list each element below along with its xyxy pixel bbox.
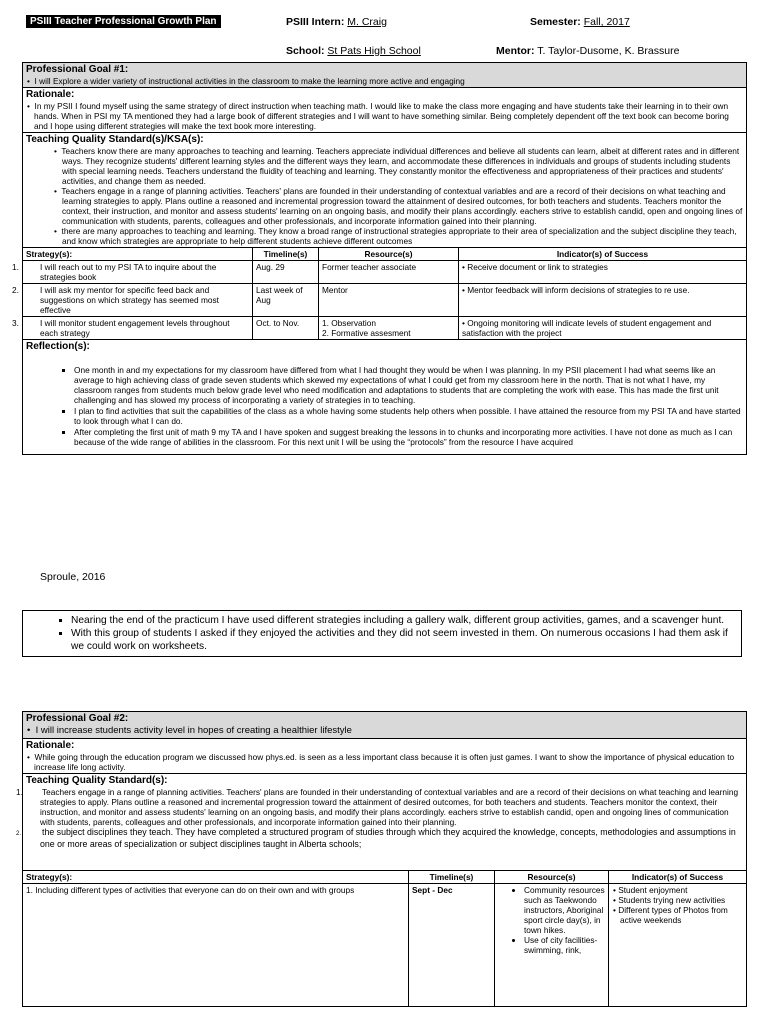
goal1-tqs-item: • Teachers engage in a range of planning activities. Teachers' plans are founded in their understanding of contextual variables and are a record of their decisions on what teaching and learning strategies to apply. Plans outline a reasoned and incremental progression toward the attainment of desired outcomes, for both teachers and students. Teachers monitor the context, their instruction, and monitor and assess students' learning on an ongoing basis, and modify their plans accordingly. eachers strive to establish candid, open and ongoing lines of communication with students, parents, colleagues and other professionals, and incorporate information gained into their planning.: [54, 186, 743, 226]
strategy-text: I will ask my mentor for specific feed back and suggestions on which strategy has seemed most effective: [40, 285, 219, 315]
table-row: [23, 261, 747, 284]
resource-list: [498, 885, 605, 955]
semester-field: [530, 16, 630, 28]
plan-title: [26, 15, 221, 27]
indicator-cell: [609, 884, 747, 1007]
indicator-text: Different types of Photos from active weekends: [618, 905, 728, 925]
followup-list: [23, 614, 741, 653]
indicator-text: Students trying new activities: [618, 895, 726, 905]
goal2-heading: Professional Goal #2:: [26, 713, 129, 724]
goal2-rationale-heading: Rationale:: [26, 740, 75, 751]
strategy-cell: 1. Including different types of activities that everyone can do on their own and with groups: [23, 884, 409, 1007]
goal2-tqs: [16, 774, 747, 871]
goal2-header: [23, 712, 747, 739]
goal2-col-indicator: Indicator(s) of Success: [609, 871, 747, 884]
semester-value: Fall, 2017: [583, 16, 630, 28]
indicator-text: Receive document or link to strategies: [467, 262, 608, 272]
goal2-tqs-text: Teachers engage in a range of planning activities. Teachers' plans are founded in their understanding of contextual variables and are a record of their decisions on what teaching and learning strategies to apply. Plans outline a reasoned and incremental progression toward the attainment of desired outcomes, for both teachers and students. Teachers monitor the context, their instruction, and monitor and assess students' learning on an ongoing basis, and modify their plans accordingly. eachers strive to establish candid, open and ongoing lines of communication with students, parents, colleagues and other professionals, and incorporate information gained into their planning.: [40, 787, 739, 827]
goal1-heading: Professional Goal #1:: [26, 64, 129, 75]
indicator-text: Student enjoyment: [618, 885, 688, 895]
goal1-tqs-item: • Teachers know there are many approaches to teaching and learning. Teachers appreciate individual differences and believe all students can learn, albeit at different rates and in different ways. They recognize students' different learning styles and the different ways they learn, and accommodate these differences in individuals and groups of students including students with special learning needs. Teachers understand the fluidity of teaching and learning. They constantly monitor the effectiveness and appropriateness of their practices and students' activities, and change them as needed.: [54, 146, 740, 186]
list-item: • Use of city facilities- swimming, rink,: [524, 935, 605, 955]
intern-label: PSIII Intern:: [286, 16, 345, 28]
goal1-col-timeline: Timeline(s): [253, 248, 319, 261]
strategy-text: I will reach out to my PSI TA to inquire about the strategies book: [40, 262, 217, 282]
table-row: [23, 317, 747, 340]
citation: Sproule, 2016: [40, 571, 106, 583]
indicator-text: Mentor feedback will inform decisions of strategies to re use.: [467, 285, 690, 295]
goal1-col-indicator: Indicator(s) of Success: [459, 248, 747, 261]
goal2-statement: • I will increase students activity level in hopes of creating a healthier lifestyle: [27, 725, 352, 736]
goal1-col-resource: Resource(s): [319, 248, 459, 261]
list-item: ▪ After completing the first unit of math 9 my TA and I have spoken and suggest breaking the lessons in to chunks and incorporating more activities. I have not done as much as I can because of the wide range of abilities in the classroom. For this next unit I will be using the “protocols” from the resource I have acquired: [74, 427, 743, 447]
goal2-col-timeline: Timeline(s): [409, 871, 495, 884]
resource-cell: Former teacher associate: [319, 261, 459, 284]
table-row: [23, 284, 747, 317]
row-number: 1.: [16, 787, 23, 797]
goal2-table: [16, 711, 747, 1007]
goal2-tqs-text: the subject disciplines they teach. They have completed a structured program of studies through which they acquired the knowledge, concepts, methodologies and assumptions in one or more areas of specialization or subject disciplines taught in Alberta schools;: [40, 827, 736, 849]
indicator-text: Ongoing monitoring will indicate levels of student engagement and satisfaction with the project: [462, 318, 712, 338]
goal2-text: I will increase students activity level in hopes of creating a healthier lifestyle: [35, 725, 352, 736]
followup-box: [22, 610, 742, 657]
intern-field: [286, 16, 387, 28]
goal1-rationale: [23, 88, 747, 133]
resource-cell: 1. Observation 2. Formative assesment: [319, 317, 459, 340]
indicator-cell: • Ongoing monitoring will indicate levels of student engagement and satisfaction with the project: [459, 317, 747, 340]
goal1-reflection-heading: Reflection(s):: [26, 341, 90, 352]
goal1-tqs-text: Teachers engage in a range of planning activities. Teachers' plans are founded in their understanding of contextual variables and are a record of their decisions on what teaching and learning strategies to apply. Plans outline a reasoned and incremental progression toward the attainment of desired outcomes, for both teachers and students. Teachers monitor the context, their instruction, and monitor and assess students' learning on an ongoing basis, and modify their plans accordingly. eachers strive to establish candid, open and ongoing lines of communication with students, parents, colleagues and other professionals, and incorporate information gained into their planning.: [61, 186, 743, 226]
list-item: • Community resources such as Taekwondo instructors, Aboriginal sport circle day(s), in town hikes.: [524, 885, 605, 935]
goal1-tqs: [23, 133, 747, 248]
goal1-tqs-text: there are many approaches to teaching and learning. They know a broad range of instructional strategies appropriate to their area of specialization and the subject discipline they teach, and know which strategies are appropriate to help different students achieve different outcomes: [61, 226, 737, 246]
goal1-table: [12, 62, 747, 455]
semester-label: Semester:: [530, 16, 581, 28]
indicator-item: • Student enjoyment: [613, 885, 688, 895]
goal1-rationale-body: In my PSII I found myself using the same strategy of direct instruction when teaching math. I would like to make the class more engaging and have students take their learning in to their own hands. When in PSI my TA mentioned they had a large book of different strategies and I will want to have something similar. Being completely dependent off the text book can become boring and I hope using different strategies will make the text book more interesting.: [34, 101, 729, 131]
goal1-header: [23, 63, 747, 88]
goal1-reflection: [23, 340, 747, 455]
goal1-rationale-heading: Rationale:: [26, 89, 75, 100]
mentor-label: Mentor:: [496, 45, 535, 57]
strategy-cell: [12, 284, 253, 317]
list-item: ▪ With this group of students I asked if they enjoyed the activities and they did not seem invested in them. On numerous occasions I had them ask if we could work on worksheets.: [71, 627, 741, 653]
row-number: 1.: [12, 262, 19, 272]
intern-value: M. Craig: [347, 16, 387, 28]
goal1-rationale-text: • In my PSII I found myself using the same strategy of direct instruction when teaching math. I would like to make the class more engaging and have students take their learning in to their own hands. When in PSI my TA mentioned they had a large book of different strategies and I will want to have something similar. Being completely dependent off the text book can become boring and I hope using different strategies will make the text book more interesting.: [27, 101, 729, 131]
indicator-cell: • Receive document or link to strategies: [459, 261, 747, 284]
indicator-item: • Students trying new activities: [613, 895, 726, 905]
goal2-col-strategy: Strategy(s):: [23, 871, 409, 884]
goal2-tqs-item: [16, 827, 743, 849]
mentor-field: [496, 45, 679, 57]
goal1-statement: • I will Explore a wider variety of instructional activities in the classroom to make the learning more active and engaging: [27, 76, 465, 86]
indicator-cell: • Mentor feedback will inform decisions of strategies to re use.: [459, 284, 747, 317]
goal1-text: I will Explore a wider variety of instructional activities in the classroom to make the learning more active and engaging: [34, 76, 465, 86]
goal1-reflection-list: [26, 365, 743, 447]
goal1-tqs-text: Teachers know there are many approaches to teaching and learning. Teachers appreciate individual differences and believe all students can learn, albeit at different rates and in different ways. They recognize students' different learning styles and the different ways they learn, and accommodate these differences in individuals and groups of students including students with special learning needs. Teachers understand the fluidity of teaching and learning. They constantly monitor the effectiveness and appropriateness of their practices and students' activities, and change them as needed.: [61, 146, 740, 186]
row-number: 2.: [16, 831, 22, 837]
strategy-cell: [12, 261, 253, 284]
goal1-tqs-item: • there are many approaches to teaching and learning. They know a broad range of instructional strategies appropriate to their area of specialization and the subject discipline they teach, and know which strategies are appropriate to help different students achieve different outcomes: [54, 226, 737, 246]
indicator-item: • Different types of Photos from active weekends: [613, 905, 728, 925]
list-item: ▪ One month in and my expectations for my classroom have differed from what I had thought they would be when I was planning. In my PSII placement I had what seems like an average to high achieving class of grade seven students which skewed my expectations of what I could get from my classroom here in the north. That is not what I have, my classroom ranges from students much below grade level who need modification and adaptations to students that are completing the work with ease. This has made the first unit challenging and has slowed my process of incorporating a variety of strategies in to teaching.: [74, 365, 743, 405]
school-field: [286, 45, 421, 57]
strategy-text: I will monitor student engagement levels throughout each strategy: [40, 318, 230, 338]
school-value: St Pats High School: [327, 45, 421, 57]
table-row: [23, 884, 747, 1007]
school-label: School:: [286, 45, 325, 57]
timeline-cell: Sept - Dec: [409, 884, 495, 1007]
goal1-tqs-heading: Teaching Quality Standard(s)/KSA(s):: [26, 134, 204, 145]
resource-cell: Mentor: [319, 284, 459, 317]
row-number: 2.: [12, 285, 19, 295]
list-item: ▪ Nearing the end of the practicum I have used different strategies including a gallery walk, different group activities, games, and a scavenger hunt.: [71, 614, 741, 627]
strategy-cell: [12, 317, 253, 340]
timeline-cell: Aug. 29: [253, 261, 319, 284]
goal2-tqs-heading: Teaching Quality Standard(s):: [26, 775, 168, 786]
goal2-rationale-body: While going through the education program we discussed how phys.ed. is seen as a less important class because it is often just games. I want to show the importance of physical education to increase life long activity.: [34, 752, 735, 772]
goal2-rationale-text: • While going through the education program we discussed how phys.ed. is seen as a less important class because it is often just games. I want to show the importance of physical education to increase life long activity.: [27, 752, 735, 772]
goal1-col-strategy: Strategy(s):: [23, 248, 253, 261]
timeline-cell: Oct. to Nov.: [253, 317, 319, 340]
resource-cell: [495, 884, 609, 1007]
plan-title-badge: PSIII Teacher Professional Growth Plan: [26, 15, 221, 28]
mentor-value: T. Taylor-Dusome, K. Brassure: [537, 45, 680, 57]
list-item: ▪ I plan to find activities that suit the capabilities of the class as a whole having some students help others when possible. I have attained the resource from my PSI TA and have started to look through what I can do.: [74, 406, 743, 426]
row-number: 3.: [12, 318, 19, 328]
goal2-rationale: [23, 739, 747, 774]
goal2-col-resource: Resource(s): [495, 871, 609, 884]
goal2-tqs-item: [16, 787, 743, 827]
timeline-cell: Last week of Aug: [253, 284, 319, 317]
